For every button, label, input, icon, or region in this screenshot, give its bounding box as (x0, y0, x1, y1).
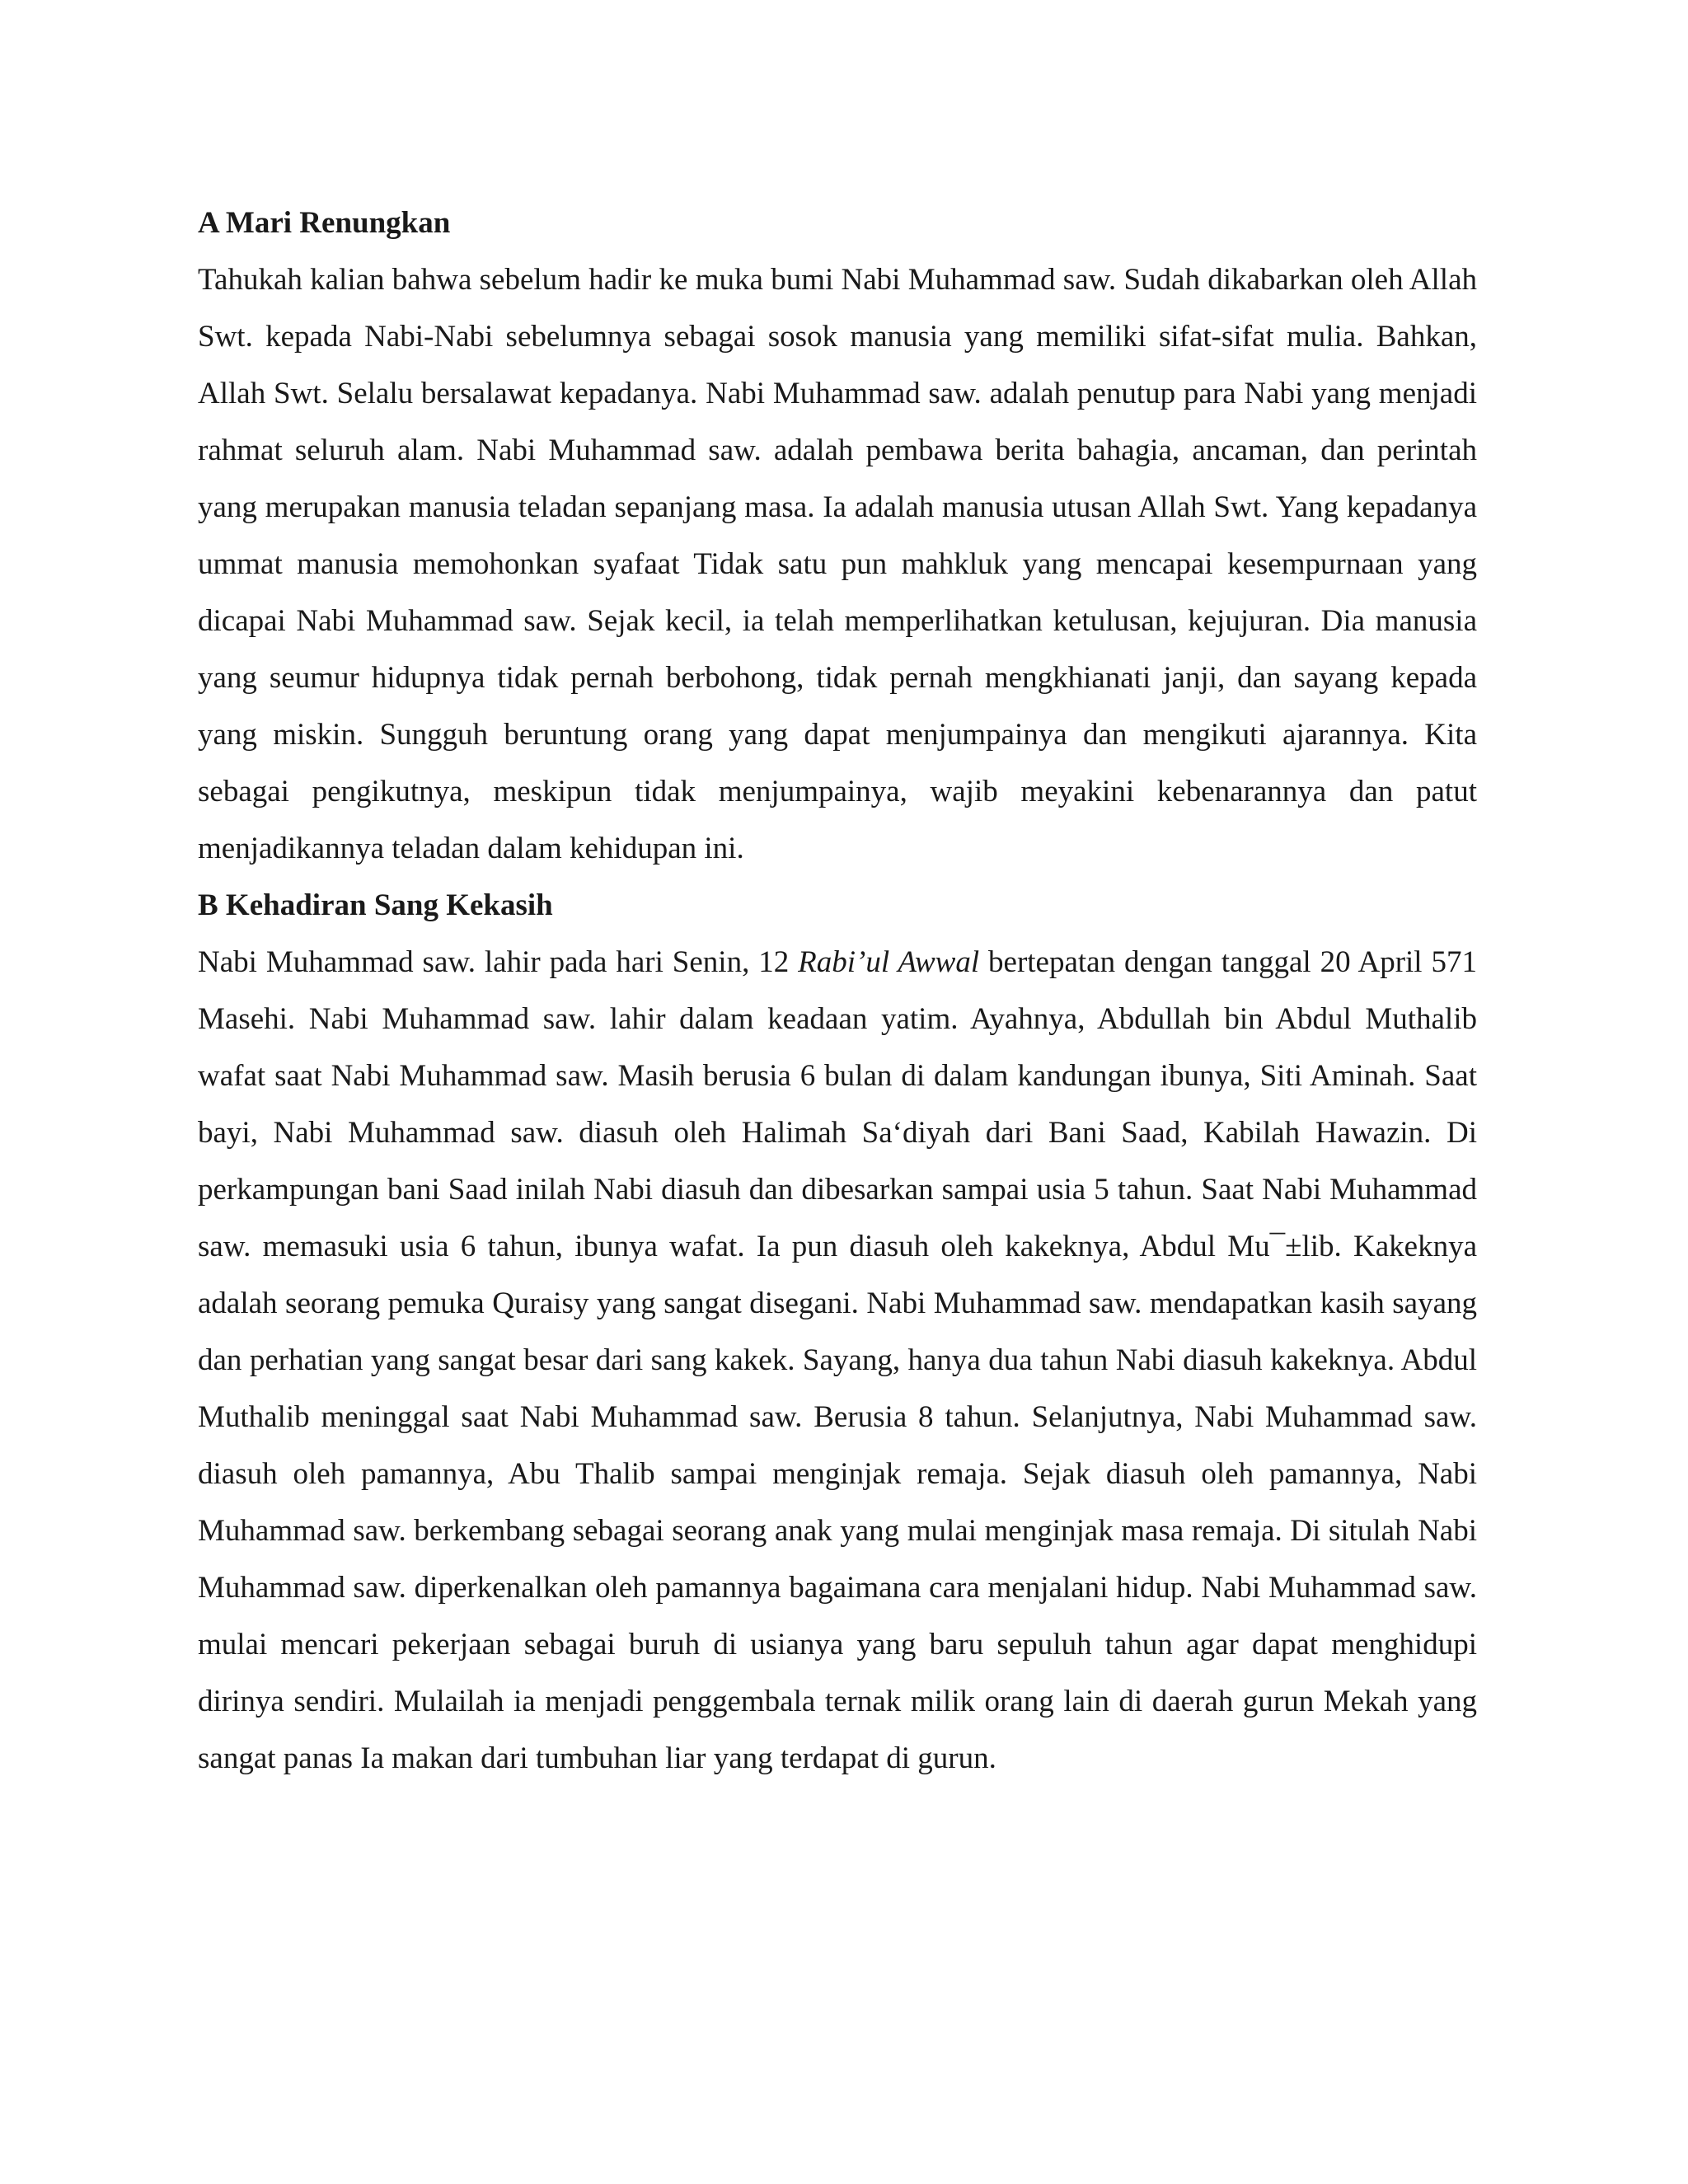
section-b-heading: B Kehadiran Sang Kekasih (198, 888, 553, 922)
document-page (198, 194, 1477, 1787)
section-b-italic-term: Rabi’ul Awwal (798, 945, 980, 979)
section-a-heading: A Mari Renungkan (198, 206, 451, 240)
section-b-paragraph (198, 934, 1477, 1787)
section-b-paragraph-start: Nabi Muhammad saw. lahir pada hari Senin, 12 (198, 945, 799, 979)
section-b-paragraph-rest: bertepatan dengan tanggal 20 April 571 Masehi. Nabi Muhammad saw. lahir dalam keadaan yatim. Ayahnya, Abdullah bin Abdul Muthalib wafat saat Nabi Muhammad saw. Masih berusia 6 bulan di dalam kandungan ibunya, Siti Aminah. Saat bayi, Nabi Muhammad saw. diasuh oleh Halimah Sa‘diyah dari Bani Saad, Kabilah Hawazin. Di perkampungan bani Saad inilah Nabi diasuh dan dibesarkan sampai usia 5 tahun. Saat Nabi Muhammad saw. memasuki usia 6 tahun, ibunya wafat. Ia pun diasuh oleh kakeknya, Abdul Mu¯±lib. Kakeknya adalah seorang pemuka Quraisy yang sangat disegani. Nabi Muhammad saw. mendapatkan kasih sayang dan perhatian yang sangat besar dari sang kakek. Sayang, hanya dua tahun Nabi diasuh kakeknya. Abdul Muthalib meninggal saat Nabi Muhammad saw. Berusia 8 tahun. Selanjutnya, Nabi Muhammad saw. diasuh oleh pamannya, Abu Thalib sampai menginjak remaja. Sejak diasuh oleh pamannya, Nabi Muhammad saw. berkembang sebagai seorang anak yang mulai menginjak masa remaja. Di situlah Nabi Muhammad saw. diperkenalkan oleh pamannya bagaimana cara menjalani hidup. Nabi Muhammad saw. mulai mencari pekerjaan sebagai buruh di usianya yang baru sepuluh tahun agar dapat menghidupi dirinya sendiri. Mulailah ia menjadi penggembala ternak milik orang lain di daerah gurun Mekah yang sangat panas Ia makan dari tumbuhan liar yang terdapat di gurun. (198, 945, 1477, 1775)
section-a-paragraph: Tahukah kalian bahwa sebelum hadir ke muka bumi Nabi Muhammad saw. Sudah dikabarkan oleh Allah Swt. kepada Nabi-Nabi sebelumnya sebagai sosok manusia yang memiliki sifat-sifat mulia. Bahkan, Allah Swt. Selalu bersalawat kepadanya. Nabi Muhammad saw. adalah penutup para Nabi yang menjadi rahmat seluruh alam. Nabi Muhammad saw. adalah pembawa berita bahagia, ancaman, dan perintah yang merupakan manusia teladan sepanjang masa. Ia adalah manusia utusan Allah Swt. Yang kepadanya ummat manusia memohonkan syafaat Tidak satu pun mahkluk yang mencapai kesempurnaan yang dicapai Nabi Muhammad saw. Sejak kecil, ia telah memperlihatkan ketulusan, kejujuran. Dia manusia yang seumur hidupnya tidak pernah berbohong, tidak pernah mengkhianati janji, dan sayang kepada yang miskin. Sungguh beruntung orang yang dapat menjumpainya dan mengikuti ajarannya. Kita sebagai pengikutnya, meskipun tidak menjumpainya, wajib meyakini kebenarannya dan patut menjadikannya teladan dalam kehidupan ini. (198, 263, 1477, 865)
